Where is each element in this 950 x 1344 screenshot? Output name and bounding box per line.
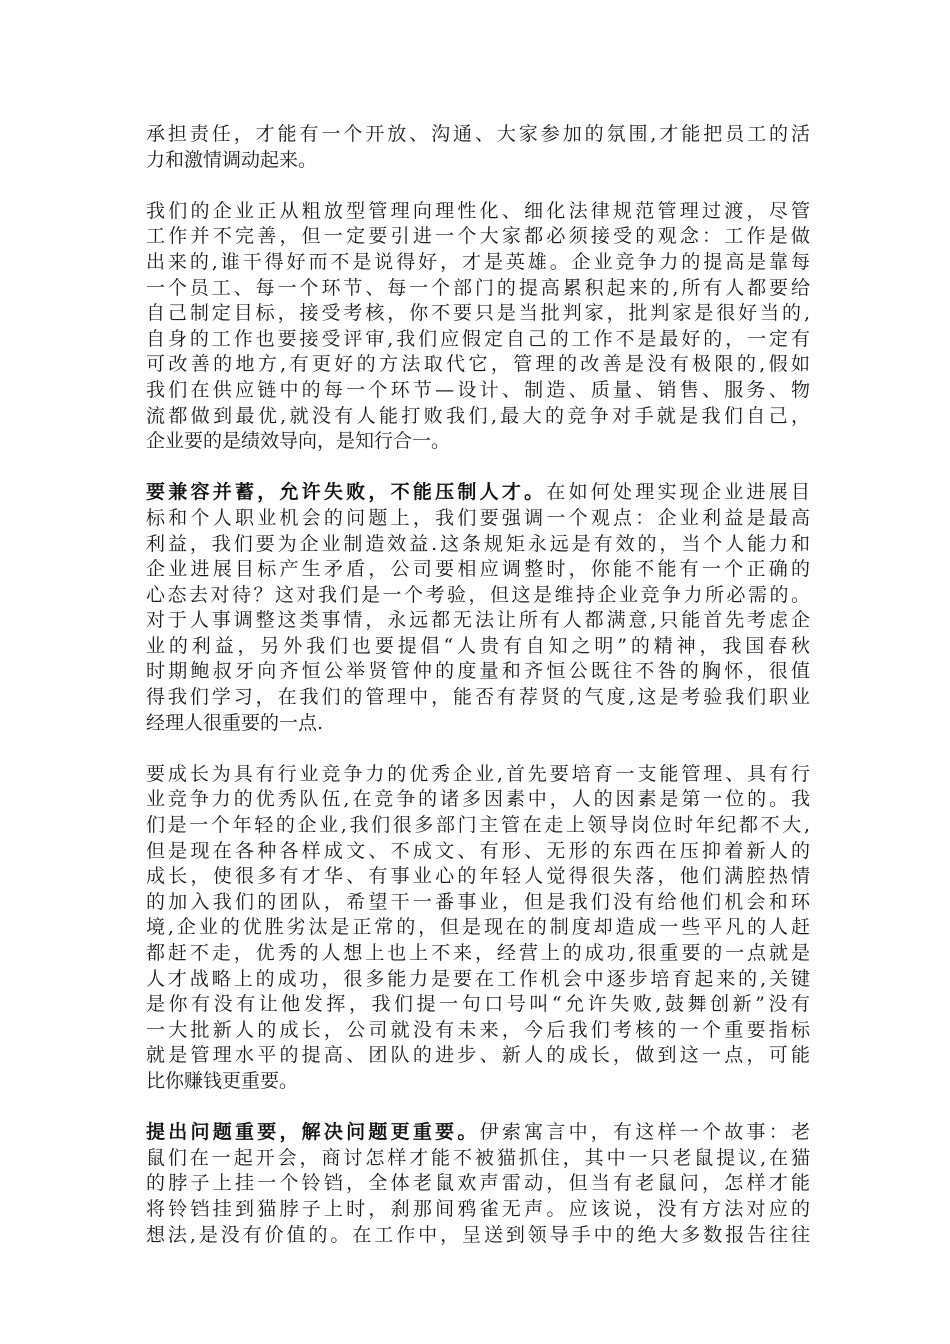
text-line: 流都做到最优,就没有人能打败我们,最大的竞争对手就是我们自己， [146,404,810,427]
text-line: 的加入我们的团队，希望干一番事业，但是我们没有给他们机会和环 [146,890,810,913]
text-line: 人才战略上的成功，很多能力是要在工作机会中逐步培育起来的,关键 [146,967,810,990]
text-line: 一个员工、每一个环节、每一个部门的提高累积起来的,所有人都要给 [146,276,810,299]
paragraph-1 [146,122,810,173]
text-line: 都赶不走，优秀的人想上也上不来，经营上的成功,很重要的一点就是 [146,942,810,964]
text-line: 我们在供应链中的每一个环节—设计、制造、质量、销售、服务、物 [146,378,810,401]
text-line: 可改善的地方,有更好的方法取代它，管理的改善是没有极限的,假如 [146,353,810,376]
text-line: 利益，我们要为企业制造效益.这条规矩永远是有效的，当个人能力和 [146,532,810,555]
text-line: 企业进展目标产生矛盾，公司要相应调整时，你能不能有一个正确的 [146,558,810,581]
text-line [146,480,810,506]
text-line: 们是一个年轻的企业,我们很多部门主管在走上领导岗位时年纪都不大, [146,814,810,837]
text-line: 心态去对待？这对我们是一个考验，但这是维持企业竞争力所必需的。 [146,583,810,606]
text-line: 的脖子上挂一个铃铛，全体老鼠欢声雷动，但当有老鼠问，怎样才能 [146,1172,810,1195]
text-line: 就是管理水平的提高、团队的进步、新人的成长，做到这一点，可能 [146,1044,810,1067]
text-line: 自己制定目标，接受考核，你不要只是当批判家，批判家是很好当的, [146,302,810,325]
text-line [146,1120,810,1146]
text-run: 在如何处理实现企业进展目 [546,481,810,504]
paragraph-4 [146,762,810,1095]
text-line: 鼠们在一起开会，商讨怎样才能不被猫抓住，其中一只老鼠提议,在猫 [146,1146,810,1169]
text-line: 业竞争力的优秀队伍,在竞争的诸多因素中，人的因素是第一位的。我 [146,788,810,811]
paragraph-2 [146,199,810,455]
text-line: 业的利益，另外我们也要提倡“人贵有自知之明”的精神，我国春秋 [146,634,810,657]
text-line: 境,企业的优胜劣汰是正常的，但是现在的制度却造成一些平凡的人赶 [146,916,810,939]
text-line: 一大批新人的成长，公司就没有未来，今后我们考核的一个重要指标 [146,1018,810,1041]
text-line: 是你有没有让他发挥，我们提一句口号叫“允许失败,鼓舞创新”没有 [146,993,810,1016]
text-line: 工作并不完善，但一定要引进一个大家都必须接受的观念：工作是做 [146,225,810,248]
section-heading: 提出问题重要，解决问题更重要。 [146,1121,480,1144]
text-line: 标和个人职业机会的问题上，我们要强调一个观点：企业利益是最高 [146,506,810,529]
text-line: 力和激情调动起来。 [146,148,318,171]
text-line: 将铃铛挂到猫脖子上时，刹那间鸦雀无声。应该说，没有方法对应的 [146,1197,810,1220]
text-run: 伊索寓言中，有这样一个故事：老 [479,1121,810,1144]
text-line: 我们的企业正从粗放型管理向理性化、细化法律规范管理过渡，尽管 [146,199,810,222]
paragraph-5 [146,1120,810,1248]
text-line: 承担责任，才能有一个开放、沟通、大家参加的氛围,才能把员工的活 [146,123,810,145]
text-line: 时期鲍叔牙向齐恒公举贤管仲的度量和齐恒公既往不咎的胸怀，很值 [146,660,810,683]
text-line: 比你赚钱更重要。 [146,1069,299,1092]
text-line: 对于人事调整这类事情，永远都无法让所有人都满意,只能首先考虑企 [146,609,810,632]
text-line: 自身的工作也要接受评审,我们应假定自己的工作不是最好的，一定有 [146,327,810,350]
text-line: 得我们学习，在我们的管理中，能否有荐贤的气度,这是考验我们职业 [146,686,810,709]
text-line: 要成长为具有行业竞争力的优秀企业,首先要培育一支能管理、具有行 [146,762,810,785]
section-heading: 要兼容并蓄，允许失败，不能压制人才。 [146,481,547,504]
text-line: 企业要的是绩效导向，是知行合一。 [146,430,451,453]
text-line: 经理人很重要的一点. [146,711,324,734]
paragraph-3 [146,480,810,736]
text-line: 出来的,谁干得好而不是说得好，才是英雄。企业竞争力的提高是靠每 [146,250,810,273]
text-line: 但是现在各种各样成文、不成文、有形、无形的东西在压抑着新人的 [146,839,810,862]
text-line: 想法,是没有价值的。在工作中，呈送到领导手中的绝大多数报告往往 [146,1223,810,1246]
document-body [146,122,810,1274]
text-line: 成长，使很多有才华、有事业心的年轻人觉得很失落，他们满腔热情 [146,865,810,888]
